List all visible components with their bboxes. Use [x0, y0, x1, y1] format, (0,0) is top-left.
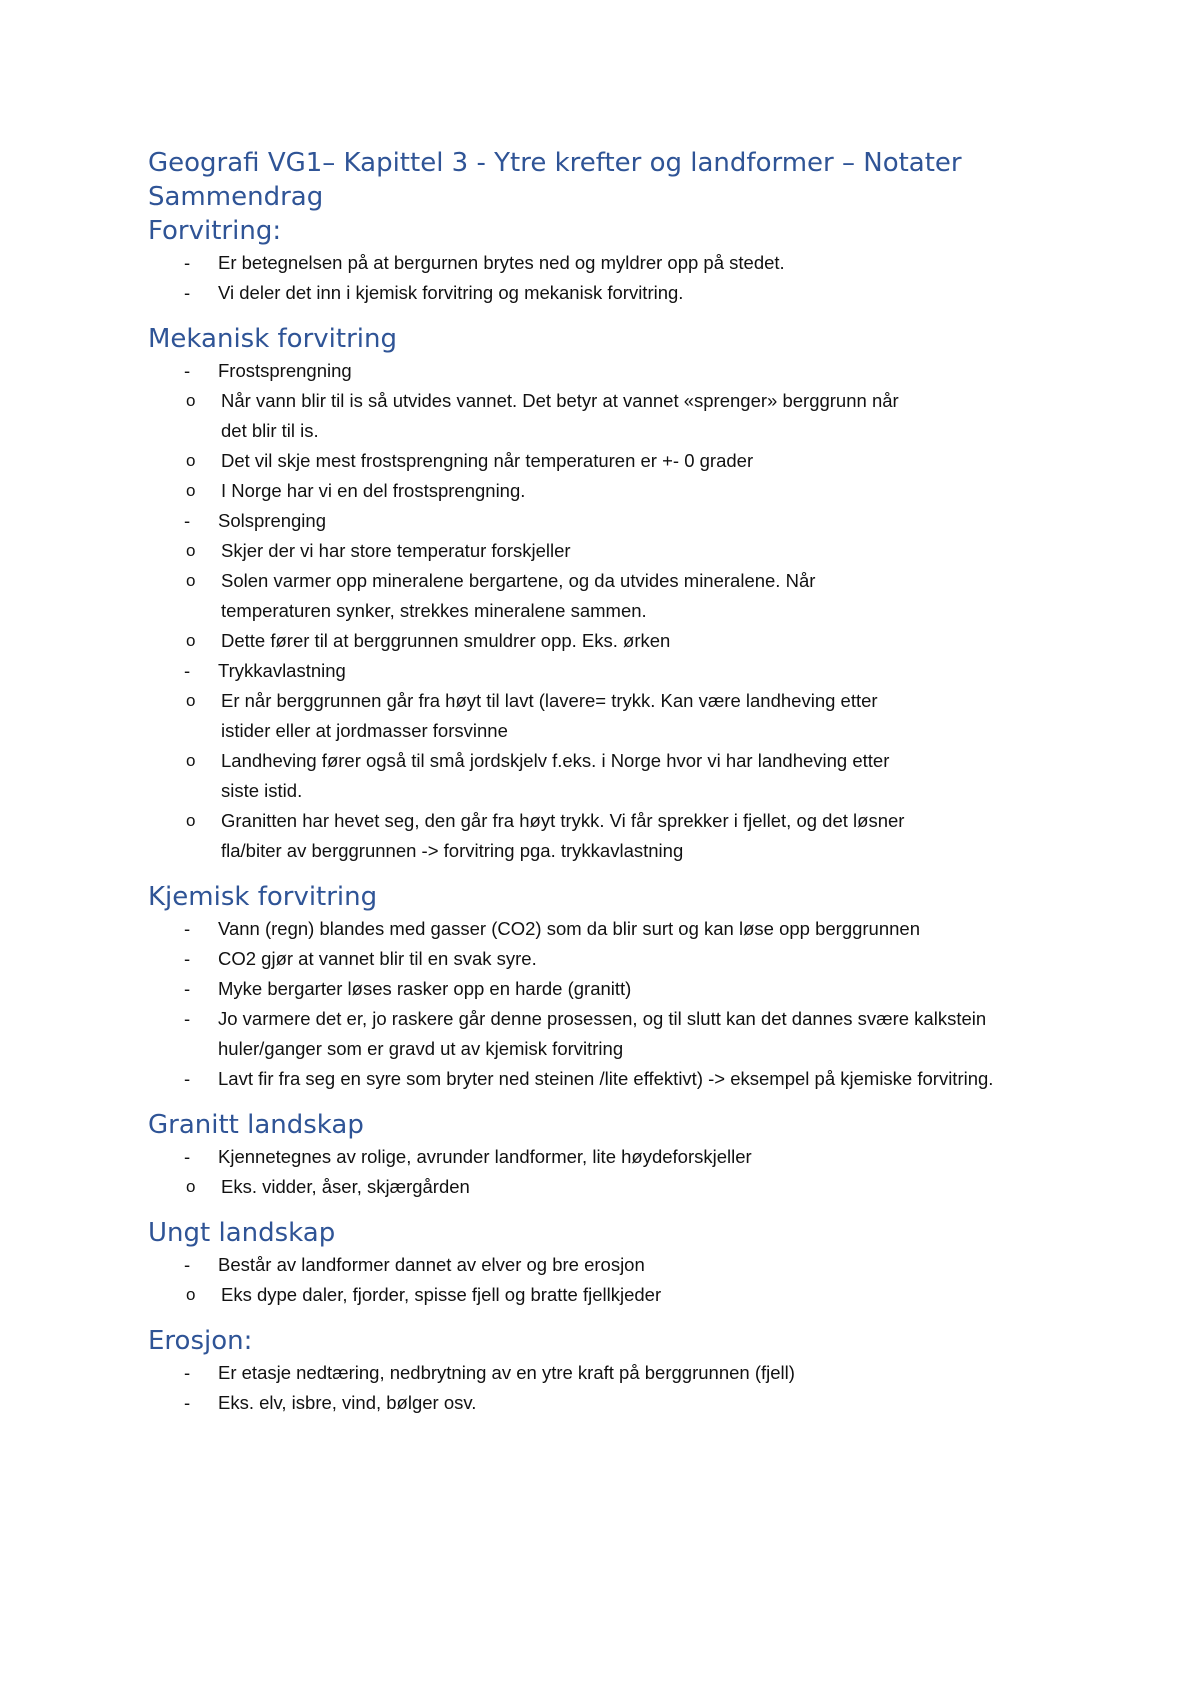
list-item-text: Jo varmere det er, jo raskere går denne prosessen, og til slutt kan det dannes svære kalkstein huler/ganger som er gravd ut av kjemisk forvitring	[218, 1008, 987, 1059]
dash-marker: -	[184, 282, 191, 303]
sub-item-text: Eks. vidder, åser, skjærgården	[221, 1176, 470, 1197]
list-item-text: Er betegnelsen på at bergurnen brytes ned og myldrer opp på stedet.	[218, 252, 785, 273]
list-ungt	[148, 1250, 1068, 1280]
list-forvitring	[148, 248, 1068, 308]
sub-list-item	[148, 386, 921, 446]
list-item-text: Vann (regn) blandes med gasser (CO2) som da blir surt og kan løse opp berggrunnen	[218, 918, 920, 939]
dash-marker: -	[184, 1068, 191, 1089]
heading-erosjon: Erosjon:	[148, 1326, 253, 1356]
list-item-text: CO2 gjør at vannet blir til en svak syre.	[218, 948, 537, 969]
dash-marker: -	[184, 978, 191, 999]
sublist-frostsprengning	[148, 386, 1068, 506]
sub-item-text: Er når berggrunnen går fra høyt til lavt (lavere= trykk. Kan være landheving etter istider eller at jordmasser forsvinne	[221, 690, 878, 741]
list-mekanisk-3	[148, 656, 1068, 686]
sub-item-text: Dette fører til at berggrunnen smuldrer opp. Eks. ørken	[221, 630, 671, 651]
list-item	[148, 1004, 1068, 1064]
list-item-text: Frostsprengning	[218, 360, 352, 381]
sub-item-text: Det vil skje mest frostsprengning når temperaturen er +- 0 grader	[221, 450, 754, 471]
sub-list-item	[148, 536, 921, 566]
list-mekanisk-2	[148, 506, 1068, 536]
list-item	[148, 1250, 1068, 1280]
sub-item-text: Landheving fører også til små jordskjelv f.eks. i Norge hvor vi har landheving etter siste istid.	[221, 750, 890, 801]
dash-marker: -	[184, 660, 191, 681]
document-page	[148, 146, 1068, 1418]
sub-item-text: Solen varmer opp mineralene bergartene, og da utvides mineralene. Når temperaturen synker, strekkes mineralene sammen.	[221, 570, 816, 621]
list-item	[148, 278, 1068, 308]
circle-marker: o	[186, 631, 196, 650]
heading-mekanisk-forvitring: Mekanisk forvitring	[148, 324, 397, 354]
list-item-text: Eks. elv, isbre, vind, bølger osv.	[218, 1392, 477, 1413]
sub-item-text: Skjer der vi har store temperatur forskjeller	[221, 540, 571, 561]
sub-list-item	[148, 446, 921, 476]
circle-marker: o	[186, 811, 196, 830]
list-kjemisk	[148, 914, 1068, 1094]
dash-marker: -	[184, 360, 191, 381]
heading-kjemisk-forvitring: Kjemisk forvitring	[148, 882, 378, 912]
title-line-2: Sammendrag	[148, 182, 324, 212]
circle-marker: o	[186, 541, 196, 560]
list-item	[148, 944, 1068, 974]
dash-marker: -	[184, 1146, 191, 1167]
list-item-text: Består av landformer dannet av elver og bre erosjon	[218, 1254, 645, 1275]
sub-list-item	[148, 476, 921, 506]
list-mekanisk	[148, 356, 1068, 386]
list-item	[148, 248, 1068, 278]
circle-marker: o	[186, 571, 196, 590]
circle-marker: o	[186, 391, 196, 410]
sublist-granitt	[148, 1172, 1068, 1202]
dash-marker: -	[184, 1008, 191, 1029]
sub-list-item	[148, 566, 921, 626]
sublist-ungt	[148, 1280, 1068, 1310]
list-item-text: Vi deler det inn i kjemisk forvitring og mekanisk forvitring.	[218, 282, 684, 303]
circle-marker: o	[186, 691, 196, 710]
sublist-trykkavlastning	[148, 686, 1068, 866]
sub-list-item	[148, 1172, 921, 1202]
dash-marker: -	[184, 1362, 191, 1383]
list-item	[148, 506, 1068, 536]
sub-list-item	[148, 746, 921, 806]
dash-marker: -	[184, 1254, 191, 1275]
list-granitt	[148, 1142, 1068, 1172]
list-item-text: Solsprenging	[218, 510, 326, 531]
heading-granitt-landskap: Granitt landskap	[148, 1110, 364, 1140]
circle-marker: o	[186, 1177, 196, 1196]
dash-marker: -	[184, 918, 191, 939]
sub-list-item	[148, 686, 921, 746]
list-item-text: Myke bergarter løses rasker opp en harde (granitt)	[218, 978, 632, 999]
dash-marker: -	[184, 252, 191, 273]
list-item-text: Kjennetegnes av rolige, avrunder landformer, lite høydeforskjeller	[218, 1146, 752, 1167]
list-item	[148, 356, 1068, 386]
sub-list-item	[148, 626, 921, 656]
list-item	[148, 1064, 1068, 1094]
list-erosjon	[148, 1358, 1068, 1418]
list-item	[148, 1388, 1068, 1418]
heading-ungt-landskap: Ungt landskap	[148, 1218, 336, 1248]
sub-item-text: I Norge har vi en del frostsprengning.	[221, 480, 526, 501]
list-item-text: Er etasje nedtæring, nedbrytning av en ytre kraft på berggrunnen (fjell)	[218, 1362, 795, 1383]
sub-item-text: Eks dype daler, fjorder, spisse fjell og bratte fjellkjeder	[221, 1284, 662, 1305]
sub-item-text: Når vann blir til is så utvides vannet. Det betyr at vannet «sprenger» berggrunn når det blir til is.	[221, 390, 899, 441]
list-item-text: Trykkavlastning	[218, 660, 346, 681]
sub-item-text: Granitten har hevet seg, den går fra høyt trykk. Vi får sprekker i fjellet, og det løsner fla/biter av berggrunnen -> forvitring pga. trykkavlastning	[221, 810, 905, 861]
sub-list-item	[148, 1280, 921, 1310]
dash-marker: -	[184, 1392, 191, 1413]
sub-list-item	[148, 806, 921, 866]
list-item	[148, 1358, 1068, 1388]
circle-marker: o	[186, 451, 196, 470]
dash-marker: -	[184, 948, 191, 969]
dash-marker: -	[184, 510, 191, 531]
list-item-text: Lavt fir fra seg en syre som bryter ned steinen /lite effektivt) -> eksempel på kjemiske forvitring.	[218, 1068, 994, 1089]
list-item	[148, 656, 1068, 686]
circle-marker: o	[186, 751, 196, 770]
document-title	[148, 146, 1068, 214]
circle-marker: o	[186, 1285, 196, 1304]
list-item	[148, 914, 1068, 944]
heading-forvitring: Forvitring:	[148, 216, 282, 246]
title-line-1: Geografi VG1– Kapittel 3 - Ytre krefter og landformer – Notater	[148, 148, 962, 178]
list-item	[148, 974, 1068, 1004]
circle-marker: o	[186, 481, 196, 500]
sublist-solsprenging	[148, 536, 1068, 656]
list-item	[148, 1142, 1068, 1172]
